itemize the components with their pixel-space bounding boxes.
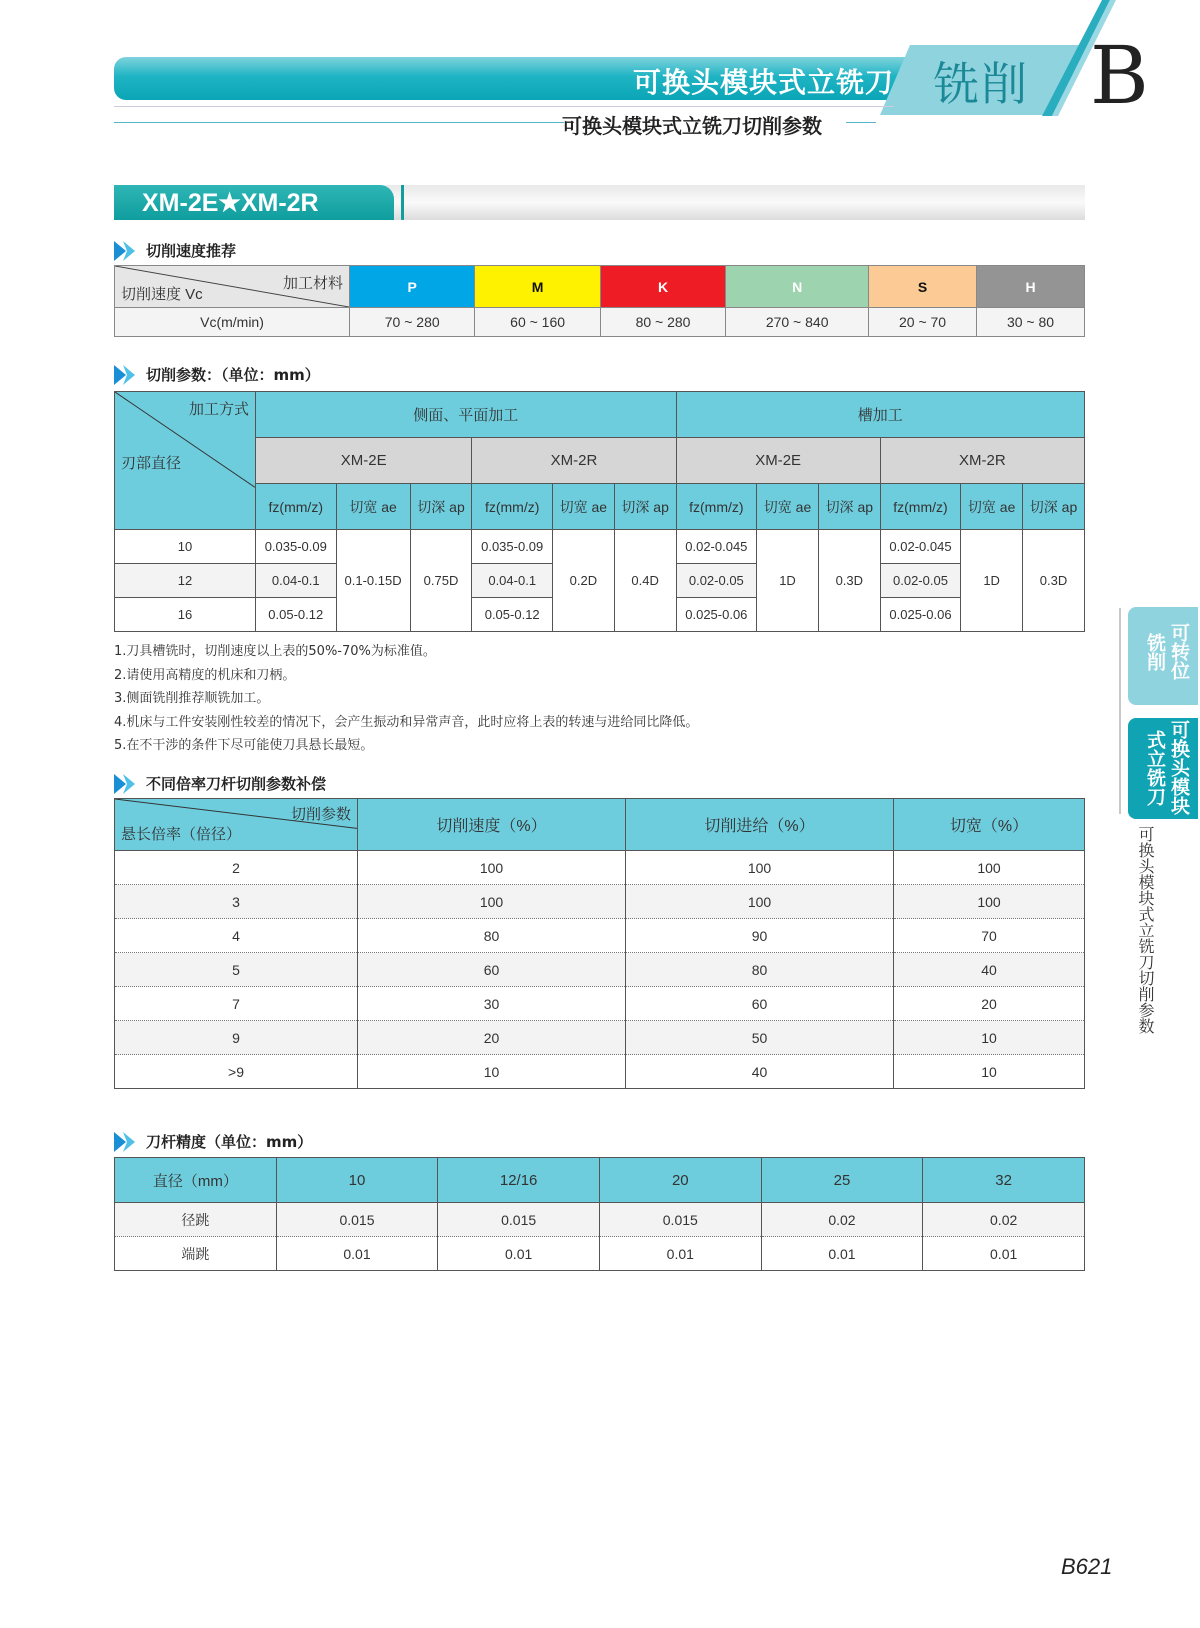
- cell: 100: [626, 851, 894, 885]
- col-ap: 切深 ap: [818, 484, 880, 530]
- col-header: 切宽（%）: [894, 799, 1085, 851]
- side-tab-indexable-milling[interactable]: [1128, 607, 1198, 705]
- row-label: Vc(m/min): [115, 308, 350, 337]
- cell: 10: [894, 1055, 1085, 1089]
- diag-bottom-label: 悬长倍率（倍径）: [121, 826, 242, 843]
- col-header: 25: [761, 1158, 923, 1203]
- table-row: [115, 530, 1085, 564]
- section-title-speed: [114, 240, 236, 261]
- speed-value: 270 ~ 840: [726, 308, 869, 337]
- ae-cell: 0.2D: [552, 530, 614, 632]
- section-title-precision: [114, 1131, 312, 1152]
- cell: 端跳: [115, 1237, 277, 1271]
- side-tab-label: 式立铣刀: [1144, 730, 1166, 806]
- col-header: 32: [923, 1158, 1085, 1203]
- material-N: N: [726, 266, 869, 308]
- cell: 9: [115, 1021, 358, 1055]
- model-header: XM-2E: [256, 438, 472, 484]
- cell: 4: [115, 919, 358, 953]
- cell: 0.01: [761, 1237, 923, 1271]
- cell: 0.01: [276, 1237, 438, 1271]
- col-header: 10: [276, 1158, 438, 1203]
- precision-table: [114, 1157, 1085, 1271]
- col-fz: fz(mm/z): [676, 484, 757, 530]
- ap-cell: 0.3D: [1023, 530, 1085, 632]
- diag-top-label: 加工材料: [282, 275, 343, 292]
- cell: 80: [626, 953, 894, 987]
- group-slot: 槽加工: [676, 392, 1084, 438]
- fz-cell: 0.05-0.12: [472, 598, 553, 632]
- fz-cell: 0.05-0.12: [256, 598, 337, 632]
- cell: 90: [626, 919, 894, 953]
- double-chevron-icon: [114, 774, 142, 794]
- diameter-cell: 12: [115, 564, 256, 598]
- banner-title: 可换头模块式立铣刀: [632, 66, 894, 99]
- speed-value: 20 ~ 70: [869, 308, 977, 337]
- note-item: 1.刀具槽铣时，切削速度以上表的50%-70%为标准值。: [114, 644, 436, 659]
- note-item: 3.侧面铣削推荐顺铣加工。: [114, 691, 270, 706]
- cell: 0.01: [923, 1237, 1085, 1271]
- divider: [114, 122, 564, 123]
- table-row: [115, 1055, 1085, 1089]
- note-item: 4.机床与工件安装刚性较差的情况下，会产生振动和异常声音，此时应将上表的转速与进给同比降低。: [114, 714, 699, 730]
- chapter-letter: B: [1090, 29, 1149, 122]
- fz-cell: 0.035-0.09: [256, 530, 337, 564]
- table-row: [115, 885, 1085, 919]
- material-K: K: [600, 266, 725, 308]
- model-label: XM-2E★XM-2R: [142, 189, 319, 217]
- cell: 0.02: [761, 1203, 923, 1237]
- cell: >9: [115, 1055, 358, 1089]
- note-item: 2.请使用高精度的机床和刀柄。: [114, 667, 296, 683]
- cell: 50: [626, 1021, 894, 1055]
- side-tab-modular-endmill[interactable]: [1128, 718, 1198, 819]
- model-header: XM-2R: [880, 438, 1084, 484]
- side-tab-label: 铣削: [1144, 633, 1166, 671]
- table-row: [115, 1203, 1085, 1237]
- side-tab-label: 可转位: [1168, 623, 1190, 680]
- diag-header-cell: [115, 392, 256, 530]
- cell: 100: [894, 851, 1085, 885]
- cell: 径跳: [115, 1203, 277, 1237]
- side-tab-label: 可换头模块: [1168, 720, 1190, 815]
- diameter-cell: 10: [115, 530, 256, 564]
- compensation-table: [114, 798, 1085, 1089]
- section-tab-label: 铣削: [933, 57, 1029, 111]
- cell: 30: [358, 987, 626, 1021]
- fz-cell: 0.04-0.1: [472, 564, 553, 598]
- divider: [114, 106, 894, 107]
- side-vertical-caption: 可换头模块式立铣刀切削参数: [1136, 826, 1155, 1034]
- cell: 20: [894, 987, 1085, 1021]
- page-number: B621: [1061, 1554, 1113, 1579]
- notes-list: [114, 640, 698, 758]
- col-fz: fz(mm/z): [472, 484, 553, 530]
- cell: 70: [894, 919, 1085, 953]
- diag-top-label: 加工方式: [188, 401, 249, 418]
- col-header: 切削进给（%）: [626, 799, 894, 851]
- table-row: [115, 987, 1085, 1021]
- col-ae: 切宽 ae: [961, 484, 1023, 530]
- diag-header-cell: [115, 266, 350, 308]
- cell: 60: [626, 987, 894, 1021]
- cell: 20: [358, 1021, 626, 1055]
- material-H: H: [977, 266, 1085, 308]
- cell: 100: [626, 885, 894, 919]
- ap-cell: 0.4D: [614, 530, 676, 632]
- col-fz: fz(mm/z): [880, 484, 961, 530]
- ap-cell: 0.3D: [818, 530, 880, 632]
- note-item: 5.在不干涉的条件下尽可能使刀具悬长最短。: [114, 738, 374, 753]
- diameter-cell: 16: [115, 598, 256, 632]
- cell: 0.02: [923, 1203, 1085, 1237]
- cell: 2: [115, 851, 358, 885]
- col-ap: 切深 ap: [410, 484, 472, 530]
- ae-cell: 1D: [757, 530, 819, 632]
- fz-cell: 0.02-0.05: [880, 564, 961, 598]
- model-header: XM-2R: [472, 438, 676, 484]
- divider: [846, 122, 876, 123]
- diag-bottom-label: 刃部直径: [121, 455, 182, 472]
- group-side: 侧面、平面加工: [256, 392, 677, 438]
- diag-header-cell: [115, 799, 358, 851]
- section-title-params: [114, 364, 320, 385]
- cell: 7: [115, 987, 358, 1021]
- cell: 0.01: [599, 1237, 761, 1271]
- cell: 10: [894, 1021, 1085, 1055]
- side-nav-line: [1119, 608, 1121, 814]
- double-chevron-icon: [114, 1132, 142, 1152]
- ap-cell: 0.75D: [410, 530, 472, 632]
- col-header: 直径（mm）: [115, 1158, 277, 1203]
- diag-bottom-label: 切削速度 Vc: [121, 286, 203, 303]
- section-title-comp: [114, 773, 326, 794]
- speed-value: 80 ~ 280: [600, 308, 725, 337]
- col-ap: 切深 ap: [1023, 484, 1085, 530]
- ae-cell: 1D: [961, 530, 1023, 632]
- table-row: [115, 1237, 1085, 1271]
- fz-cell: 0.02-0.05: [676, 564, 757, 598]
- col-header: 切削速度（%）: [358, 799, 626, 851]
- speed-table: [114, 265, 1085, 337]
- cell: 5: [115, 953, 358, 987]
- material-P: P: [350, 266, 475, 308]
- col-ae: 切宽 ae: [336, 484, 410, 530]
- cell: 100: [358, 851, 626, 885]
- fz-cell: 0.025-0.06: [880, 598, 961, 632]
- material-M: M: [475, 266, 600, 308]
- table-row: [115, 919, 1085, 953]
- col-fz: fz(mm/z): [256, 484, 337, 530]
- header-banner: [114, 57, 914, 100]
- cell: 0.015: [276, 1203, 438, 1237]
- material-S: S: [869, 266, 977, 308]
- col-ap: 切深 ap: [614, 484, 676, 530]
- cell: 0.015: [438, 1203, 600, 1237]
- speed-value: 60 ~ 160: [475, 308, 600, 337]
- fz-cell: 0.025-0.06: [676, 598, 757, 632]
- col-ae: 切宽 ae: [552, 484, 614, 530]
- diag-top-label: 切削参数: [290, 806, 351, 823]
- model-header: XM-2E: [676, 438, 880, 484]
- cell: 100: [894, 885, 1085, 919]
- section-title-text: 切削参数：（单位：mm）: [146, 366, 320, 384]
- double-chevron-icon: [114, 241, 142, 261]
- cell: 0.015: [599, 1203, 761, 1237]
- fz-cell: 0.035-0.09: [472, 530, 553, 564]
- ae-cell: 0.1-0.15D: [336, 530, 410, 632]
- double-chevron-icon: [114, 365, 142, 385]
- cell: 40: [626, 1055, 894, 1089]
- speed-value: 30 ~ 80: [977, 308, 1085, 337]
- table-row: [115, 1021, 1085, 1055]
- section-title-text: 不同倍率刀杆切削参数补偿: [146, 775, 327, 793]
- cell: 40: [894, 953, 1085, 987]
- cell: 80: [358, 919, 626, 953]
- fz-cell: 0.04-0.1: [256, 564, 337, 598]
- speed-value: 70 ~ 280: [350, 308, 475, 337]
- section-title-text: 切削速度推荐: [146, 242, 237, 260]
- cell: 3: [115, 885, 358, 919]
- cell: 10: [358, 1055, 626, 1089]
- table-row: [115, 953, 1085, 987]
- col-header: 12/16: [438, 1158, 600, 1203]
- col-header: 20: [599, 1158, 761, 1203]
- table-row: [115, 851, 1085, 885]
- params-table: [114, 391, 1085, 632]
- fz-cell: 0.02-0.045: [880, 530, 961, 564]
- cell: 60: [358, 953, 626, 987]
- section-title-text: 刀杆精度（单位：mm）: [146, 1133, 313, 1151]
- page-subtitle: 可换头模块式立铣刀切削参数: [562, 114, 822, 138]
- col-ae: 切宽 ae: [757, 484, 819, 530]
- cell: 0.01: [438, 1237, 600, 1271]
- cell: 100: [358, 885, 626, 919]
- fz-cell: 0.02-0.045: [676, 530, 757, 564]
